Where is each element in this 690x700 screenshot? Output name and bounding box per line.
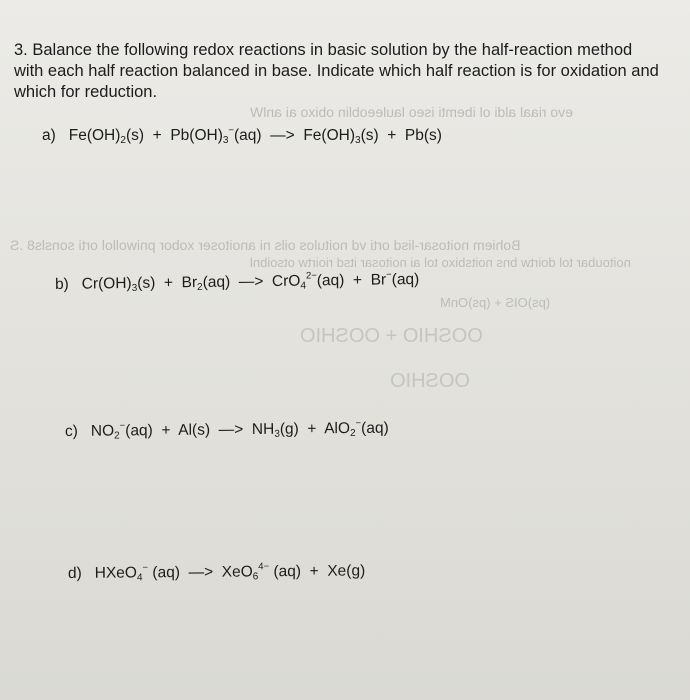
- reaction-label: c): [64, 422, 79, 440]
- reactant-text: HXeO: [94, 564, 138, 582]
- subscript: 3: [355, 135, 361, 146]
- reactant-text: (aq): [233, 127, 262, 144]
- product-text: NH: [251, 420, 275, 439]
- reaction-arrow: —>: [209, 421, 252, 439]
- product-text: (aq) + Xe(g): [269, 562, 366, 581]
- subscript: 2: [197, 281, 203, 294]
- product-text: (aq) + Br: [316, 271, 387, 290]
- reverse-side-bleed-through: evo riaal aldi ol ibemti iseo lauleeoblin obixo ai anlW Bohiem noitosar-lisd orti vd noitulos oils ni anoitoser xobor pniwollol orti sonsls8 .S noitoubar tol doirtw bns noitsbixo tol ai noitosar itsd rioirtw otsoibnl OOSHIO + OOSHIO OOSHIO (ps)OIS + (ps)OnM: [10, 104, 631, 392]
- charge-superscript: −: [228, 125, 234, 136]
- question-line-2: with each half reaction balanced in base. Indicate which half reaction is for oxidation and: [14, 62, 659, 80]
- charge-superscript: −: [142, 562, 149, 574]
- charge-superscript: −: [386, 269, 392, 281]
- reaction-arrow: —>: [230, 272, 273, 291]
- subscript: 2: [114, 430, 120, 442]
- question-line-3: which for reduction.: [14, 83, 158, 101]
- reaction-arrow: —>: [261, 127, 304, 144]
- product-text: (aq): [391, 270, 420, 289]
- reactant-text: (s) + Pb(OH): [125, 127, 223, 144]
- subscript: 4: [300, 280, 307, 292]
- reaction-label: b): [54, 275, 69, 293]
- subscript: 2: [120, 135, 126, 146]
- reaction-c: [65, 418, 389, 442]
- reaction-label: d): [67, 564, 82, 582]
- reaction-arrow: —>: [179, 563, 222, 582]
- product-text: Fe(OH): [303, 127, 356, 144]
- product-text: XeO: [221, 563, 253, 581]
- subscript: 3: [222, 135, 229, 146]
- charge-superscript: 4−: [258, 561, 270, 573]
- reaction-b: [55, 269, 420, 295]
- product-text: (aq): [361, 419, 389, 437]
- subscript: 3: [131, 282, 138, 294]
- reaction-a: [42, 125, 442, 146]
- product-text: (s) + Pb(s): [360, 127, 442, 144]
- reactant-text: Fe(OH): [68, 127, 121, 144]
- reaction-d: [68, 560, 365, 584]
- subscript: 6: [252, 571, 259, 583]
- reactant-text: (aq) + Al(s): [125, 421, 211, 440]
- subscript: 3: [274, 428, 280, 440]
- reactant-text: (aq): [202, 273, 231, 291]
- product-text: CrO: [271, 272, 301, 290]
- charge-superscript: 2−: [305, 270, 317, 282]
- product-text: (g) + AlO: [279, 420, 351, 438]
- reactant-text: Cr(OH): [81, 274, 132, 293]
- reactant-text: (s) + Br: [137, 274, 198, 292]
- charge-superscript: −: [119, 420, 126, 432]
- question-line-1: 3. Balance the following redox reactions in basic solution by the half-reaction method: [14, 41, 633, 59]
- subscript: 4: [136, 572, 143, 584]
- charge-superscript: −: [355, 417, 362, 429]
- reactant-text: (aq): [148, 564, 181, 582]
- question-prompt: [14, 40, 686, 103]
- reactant-text: NO: [90, 422, 115, 440]
- subscript: 2: [350, 427, 356, 440]
- reaction-label: a): [42, 127, 56, 144]
